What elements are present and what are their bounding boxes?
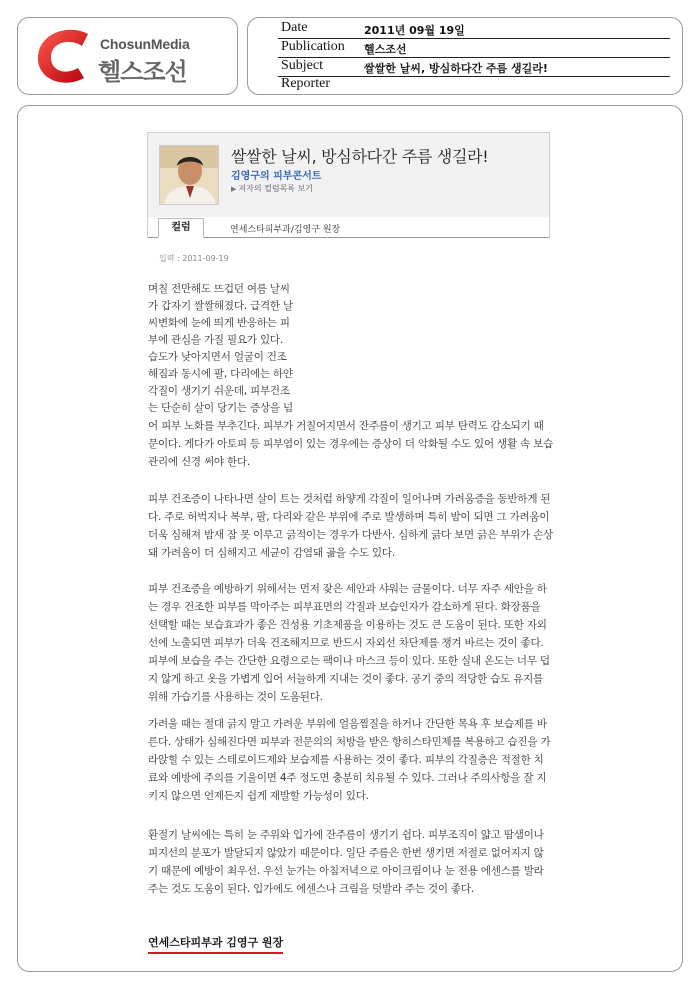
article-header	[147, 132, 550, 238]
chosun-logo-icon	[34, 26, 104, 88]
subject-value: 쌀쌀한 날씨, 방심하다간 주름 생길라!	[364, 62, 548, 75]
intro-line: 각질이 생기기 쉬운데, 피부건조	[148, 385, 290, 397]
meta-box	[247, 17, 683, 95]
logo-text-en: ChosunMedia	[100, 36, 190, 52]
meta-row-publication	[278, 39, 670, 58]
intro-line: 며칠 전만해도 뜨겁던 여름 날씨	[148, 283, 290, 295]
author-photo	[159, 145, 219, 205]
intro-line: 습도가 낮아지면서 얼굴이 건조	[148, 351, 287, 363]
article-paragraph-4: 가려울 때는 절대 긁지 말고 가려운 부위에 얼음찜질을 하거나 간단한 목욕 후 보습제를 바른다. 상태가 심해진다면 피부과 전문의의 처방을 받은 항히스타민제를 복용하고 습진을 가라앉힐 수 있는 스테로이드제와 보습제를 사용하는 것이 좋다. 피부의 각질층은 적절한 치료와 예방에 주의를 기울이면 4주 정도면 충분히 치유될 수 있다. 그러나 주의사항을 잘 지키지 않으면 언제든지 쉽게 재발할 가능성이 있다.	[148, 718, 551, 802]
article-paragraph-3: 피부 건조증을 예방하기 위해서는 먼저 잦은 세안과 샤워는 금물이다. 너무 자주 세안을 하는 경우 건조한 피부를 막아주는 피부표면의 각질과 보습인자가 감소하게 된다. 화장품을 선택할 때는 보습효과가 좋은 건성용 기초제품을 이용하는 것도 큰 도움이 된다. 또한 자외선에 노출되면 피부가 더욱 건조해지므로 반드시 자외선 차단제를 챙겨 바르는 것이 좋다. 피부에 보습을 주는 간단한 요령으로는 팩이나 마스크 등이 있다. 또한 실내 온도는 너무 덥지 않게 하고 옷을 가볍게 입어 서늘하게 지내는 것이 좋다. 공기 중의 적당한 습도 유지를 위해 가습기를 사용하는 것이 도움된다.	[148, 583, 550, 703]
author-portrait-icon	[160, 146, 219, 205]
author-columns-label: 저자의 컬럼목록 보기	[238, 184, 314, 193]
author-signature: 연세스타피부과 김영구 원장	[148, 934, 283, 954]
article-title: 쌀쌀한 날씨, 방심하다간 주름 생길라!	[231, 147, 489, 166]
date-label: Date	[281, 20, 308, 35]
subject-label: Subject	[281, 58, 323, 73]
intro-line: 해짐과 동시에 팔, 다리에는 하얀	[148, 368, 293, 380]
logo-text-ko: 헬스조선	[98, 58, 187, 86]
arrow-right-icon: ▶	[231, 185, 237, 193]
article-paragraph-1: 어 피부 노화를 부추긴다. 피부가 거칠어지면서 잔주름이 생기고 피부 탄력도 감소되기 때문이다. 게다가 아토피 등 피부염이 있는 경우에는 증상이 더 악화될 수도 있어 생활 속 보습 관리에 신경 써야 한다.	[148, 420, 554, 468]
meta-row-date	[278, 20, 670, 39]
date-value: 2011년 09월 19일	[364, 24, 465, 37]
intro-line: 씨변화에 눈에 띄게 반응하는 피	[148, 317, 290, 329]
author-department: 연세스타피부과/김영구 원장	[230, 225, 341, 235]
article-paragraph-5: 환절기 날씨에는 특히 눈 주위와 입가에 잔주름이 생기기 쉽다. 피부조직이 얇고 땀샘이나 피지선의 분포가 발달되지 않았기 때문이다. 일단 주름은 한번 생기면 저절로 없어지지 않기 때문에 예방이 최우선. 우선 눈가는 아침저녁으로 아이크림이나 눈 전용 에센스를 발라주는 것도 도움이 된다. 입가에도 에센스나 크림을 덧발라 주는 것이 좋다.	[148, 829, 544, 895]
tab-divider	[148, 237, 549, 238]
author-columns-link[interactable]	[231, 183, 313, 194]
reporter-label: Reporter	[281, 76, 330, 91]
intro-line: 부에 관심을 가질 필요가 있다.	[148, 334, 284, 346]
meta-row-reporter	[278, 76, 670, 95]
tab-column[interactable]: 컬럼	[158, 218, 204, 238]
intro-line: 가 갑자기 쌀쌀해졌다. 급격한 날	[148, 300, 293, 312]
publication-label: Publication	[281, 39, 345, 54]
logo-box	[17, 17, 238, 95]
published-date: 입력 : 2011-09-19	[159, 254, 229, 263]
article-paragraph-2: 피부 건조증이 나타나면 살이 트는 것처럼 하얗게 각질이 일어나며 가려움증을 동반하게 된다. 주로 허벅지나 복부, 팔, 다리와 같은 부위에 주로 발생하며 특히 밤이 되면 그 가려움이 더욱 심해져 밤새 잠 못 이루고 긁적이는 경우가 다반사. 심하게 긁다 보면 긁은 부위가 손상돼 가려움이 더 심해지고 세균이 감염돼 곪을 수도 있다.	[148, 493, 554, 559]
publication-value: 헬스조선	[364, 43, 407, 56]
intro-line: 는 단순히 살이 당기는 증상을 넘	[148, 402, 293, 414]
column-name-link[interactable]: 김영구의 피부콘서트	[231, 171, 322, 182]
meta-row-subject	[278, 58, 670, 77]
